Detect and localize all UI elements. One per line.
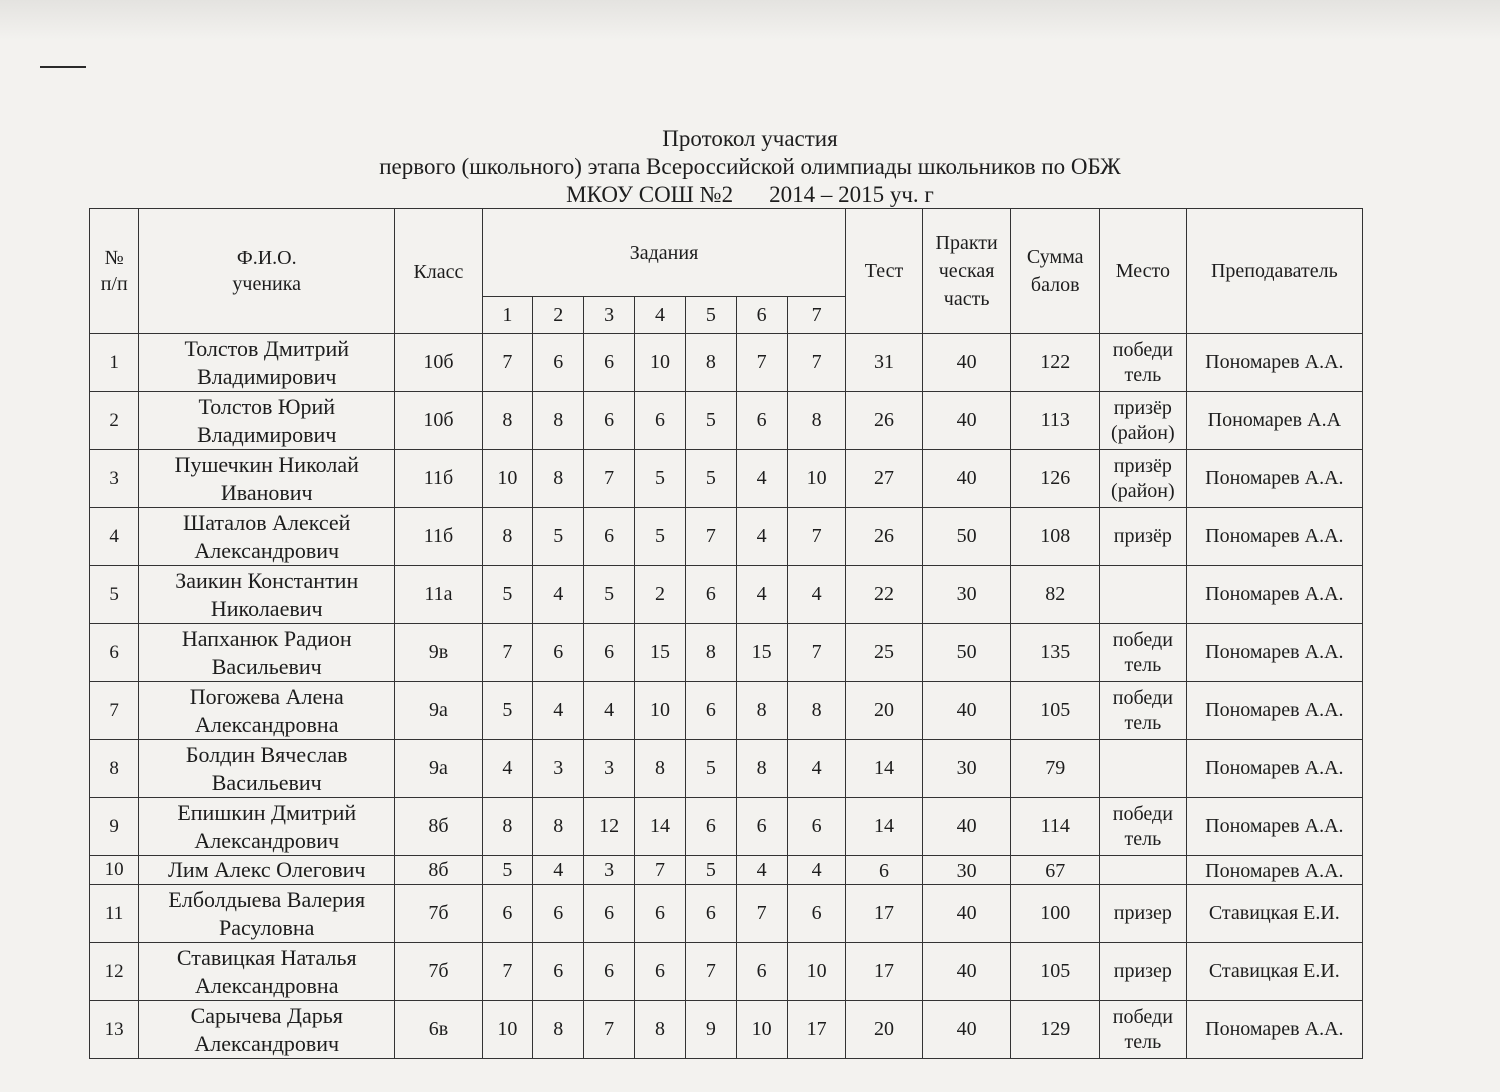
- student-name: [139, 798, 395, 856]
- task-score: 17: [787, 1001, 845, 1059]
- total-score: 105: [1011, 943, 1100, 1001]
- table-row: [90, 1001, 1363, 1059]
- teacher: Пономарев А.А.: [1186, 566, 1362, 624]
- test-score: 26: [846, 392, 923, 450]
- task-score: 8: [787, 682, 845, 740]
- student-name-line2: Владимирович: [197, 363, 337, 389]
- table-row: [90, 682, 1363, 740]
- teacher: Ставицкая Е.И.: [1186, 885, 1362, 943]
- total-score: 126: [1011, 450, 1100, 508]
- student-name-line2: Николаевич: [210, 595, 323, 621]
- task-score: 6: [584, 624, 634, 682]
- place-line1: призёр: [1113, 454, 1172, 477]
- student-class: 10б: [395, 392, 483, 450]
- row-number: 6: [90, 624, 139, 682]
- student-name-line1: Елболдыева Валерия: [168, 886, 366, 912]
- row-number: 3: [90, 450, 139, 508]
- header-tasks: Задания: [482, 209, 846, 297]
- test-score: 14: [846, 798, 923, 856]
- student-class: 11б: [395, 508, 483, 566]
- student-name-line1: Пушечкин Николай: [174, 451, 359, 477]
- task-score: 15: [634, 624, 685, 682]
- task-score: 8: [787, 392, 845, 450]
- test-score: 17: [846, 885, 923, 943]
- task-number: 6: [736, 297, 787, 334]
- place-line1: призёр: [1113, 525, 1172, 547]
- task-number: 3: [584, 297, 634, 334]
- test-score: 20: [846, 1001, 923, 1059]
- task-score: 7: [787, 624, 845, 682]
- task-score: 4: [787, 566, 845, 624]
- task-score: 5: [584, 566, 634, 624]
- place: [1100, 334, 1187, 392]
- practical-score: 40: [922, 1001, 1011, 1059]
- task-score: 3: [533, 740, 584, 798]
- student-class: 9а: [395, 740, 483, 798]
- task-score: 10: [787, 943, 845, 1001]
- task-score: 7: [634, 856, 685, 885]
- place-line2: тель: [1124, 1030, 1162, 1053]
- place-line2: тель: [1124, 827, 1162, 850]
- place-line1: победи: [1112, 802, 1173, 825]
- row-number: 12: [90, 943, 139, 1001]
- total-score: 100: [1011, 885, 1100, 943]
- student-name-line2: Александровна: [195, 972, 339, 998]
- task-score: 8: [736, 740, 787, 798]
- practical-score: 40: [922, 798, 1011, 856]
- student-name-line1: Заикин Константин: [175, 567, 359, 593]
- total-score: 122: [1011, 334, 1100, 392]
- student-class: 11б: [395, 450, 483, 508]
- table-row: [90, 334, 1363, 392]
- student-name: [139, 392, 395, 450]
- place: [1100, 943, 1187, 1001]
- student-class: 10б: [395, 334, 483, 392]
- task-score: 4: [787, 740, 845, 798]
- task-score: 3: [584, 740, 634, 798]
- table-row: [90, 566, 1363, 624]
- header-num: № п/п: [90, 209, 139, 334]
- test-score: 17: [846, 943, 923, 1001]
- table-row: [90, 450, 1363, 508]
- header-class: Класс: [395, 209, 483, 334]
- place-line1: победи: [1112, 338, 1173, 361]
- test-score: 20: [846, 682, 923, 740]
- place-line1: победи: [1112, 628, 1173, 651]
- student-name-line1: Погожева Алена: [189, 683, 344, 709]
- student-name: [139, 856, 395, 885]
- task-score: 7: [584, 1001, 634, 1059]
- row-number: 7: [90, 682, 139, 740]
- practical-score: 30: [922, 566, 1011, 624]
- row-number: 5: [90, 566, 139, 624]
- task-score: 8: [686, 334, 736, 392]
- school-year: 2014 – 2015 уч. г: [769, 182, 934, 207]
- student-name: [139, 450, 395, 508]
- task-score: 4: [584, 682, 634, 740]
- student-name-line2: Александрович: [194, 537, 340, 563]
- teacher: Пономарев А.А.: [1186, 1001, 1362, 1059]
- header-practical: Практи ческая часть: [922, 209, 1011, 334]
- practical-score: 40: [922, 392, 1011, 450]
- task-score: 6: [686, 566, 736, 624]
- task-score: 5: [533, 508, 584, 566]
- student-class: 7б: [395, 943, 483, 1001]
- pen-mark: [40, 66, 86, 68]
- task-score: 5: [686, 392, 736, 450]
- test-score: 22: [846, 566, 923, 624]
- row-number: 4: [90, 508, 139, 566]
- practical-score: 50: [922, 508, 1011, 566]
- teacher: Пономарев А.А.: [1186, 334, 1362, 392]
- task-score: 6: [584, 508, 634, 566]
- test-score: 6: [846, 856, 923, 885]
- place-line2: (район): [1111, 479, 1175, 502]
- place-line2: (район): [1111, 421, 1175, 444]
- task-score: 4: [736, 566, 787, 624]
- test-score: 26: [846, 508, 923, 566]
- task-score: 6: [686, 682, 736, 740]
- table-row: [90, 798, 1363, 856]
- practical-score: 40: [922, 682, 1011, 740]
- task-score: 6: [584, 334, 634, 392]
- student-name-line1: Лим Алекс Олегович: [168, 857, 366, 882]
- task-score: 8: [533, 450, 584, 508]
- scan-shadow: [0, 0, 1500, 40]
- task-score: 7: [686, 508, 736, 566]
- task-score: 8: [634, 1001, 685, 1059]
- row-number: 13: [90, 1001, 139, 1059]
- task-score: 3: [584, 856, 634, 885]
- place: [1100, 1001, 1187, 1059]
- place-line2: тель: [1124, 363, 1162, 386]
- task-score: 7: [584, 450, 634, 508]
- task-score: 5: [634, 508, 685, 566]
- task-score: 8: [482, 508, 532, 566]
- task-score: 6: [634, 943, 685, 1001]
- student-class: 8б: [395, 856, 483, 885]
- task-score: 6: [584, 392, 634, 450]
- place: [1100, 885, 1187, 943]
- student-name-line1: Шаталов Алексей: [183, 509, 351, 535]
- student-name: [139, 508, 395, 566]
- total-score: 67: [1011, 856, 1100, 885]
- task-score: 10: [634, 334, 685, 392]
- teacher: Пономарев А.А.: [1186, 856, 1362, 885]
- practical-score: 40: [922, 885, 1011, 943]
- task-number: 4: [634, 297, 685, 334]
- student-name-line2: Владимирович: [197, 421, 337, 447]
- place-line2: тель: [1124, 711, 1162, 734]
- task-score: 4: [482, 740, 532, 798]
- test-score: 31: [846, 334, 923, 392]
- task-score: 6: [736, 392, 787, 450]
- task-score: 8: [482, 798, 532, 856]
- header-place: Место: [1100, 209, 1187, 334]
- student-class: 6в: [395, 1001, 483, 1059]
- student-name-line1: Епишкин Дмитрий: [177, 799, 357, 825]
- place: [1100, 392, 1187, 450]
- task-score: 4: [736, 450, 787, 508]
- task-score: 10: [482, 1001, 532, 1059]
- place: [1100, 856, 1187, 885]
- task-score: 5: [686, 856, 736, 885]
- student-name-line2: Александровна: [195, 711, 339, 737]
- table-row: [90, 740, 1363, 798]
- student-name: [139, 740, 395, 798]
- task-score: 5: [482, 856, 532, 885]
- student-name-line2: Расуловна: [219, 914, 315, 940]
- task-score: 4: [736, 856, 787, 885]
- task-score: 7: [482, 334, 532, 392]
- row-number: 10: [90, 856, 139, 885]
- total-score: 113: [1011, 392, 1100, 450]
- student-name-line2: Васильевич: [211, 653, 322, 679]
- task-number: 5: [686, 297, 736, 334]
- task-number: 7: [787, 297, 845, 334]
- total-score: 82: [1011, 566, 1100, 624]
- place: [1100, 450, 1187, 508]
- task-score: 6: [533, 943, 584, 1001]
- place: [1100, 508, 1187, 566]
- task-score: 8: [533, 1001, 584, 1059]
- student-name: [139, 566, 395, 624]
- task-score: 5: [686, 450, 736, 508]
- student-name: [139, 885, 395, 943]
- task-score: 6: [686, 798, 736, 856]
- student-name-line1: Болдин Вячеслав: [185, 741, 348, 767]
- task-score: 14: [634, 798, 685, 856]
- total-score: 105: [1011, 682, 1100, 740]
- task-score: 7: [736, 885, 787, 943]
- task-score: 10: [482, 450, 532, 508]
- results-body: [90, 334, 1363, 1059]
- teacher: Пономарев А.А.: [1186, 450, 1362, 508]
- total-score: 79: [1011, 740, 1100, 798]
- place-line1: призёр: [1113, 396, 1172, 419]
- practical-score: 30: [922, 740, 1011, 798]
- total-score: 108: [1011, 508, 1100, 566]
- task-score: 8: [736, 682, 787, 740]
- test-score: 25: [846, 624, 923, 682]
- task-score: 9: [686, 1001, 736, 1059]
- task-score: 6: [482, 885, 532, 943]
- total-score: 135: [1011, 624, 1100, 682]
- student-name-line1: Напханюк Радион: [181, 625, 352, 651]
- task-score: 10: [736, 1001, 787, 1059]
- header-fio: Ф.И.О. ученика: [139, 209, 395, 334]
- task-score: 6: [584, 943, 634, 1001]
- table-row: [90, 624, 1363, 682]
- place: [1100, 740, 1187, 798]
- place: [1100, 624, 1187, 682]
- teacher: Пономарев А.А.: [1186, 682, 1362, 740]
- row-number: 1: [90, 334, 139, 392]
- teacher: Пономарев А.А.: [1186, 508, 1362, 566]
- task-score: 5: [482, 566, 532, 624]
- task-score: 5: [482, 682, 532, 740]
- student-class: 9а: [395, 682, 483, 740]
- task-score: 6: [634, 885, 685, 943]
- student-name: [139, 1001, 395, 1059]
- task-score: 4: [533, 566, 584, 624]
- header-test: Тест: [846, 209, 923, 334]
- test-score: 27: [846, 450, 923, 508]
- task-score: 6: [533, 334, 584, 392]
- school-name: МКОУ СОШ №2: [566, 182, 734, 207]
- task-score: 7: [482, 943, 532, 1001]
- task-score: 7: [787, 508, 845, 566]
- task-score: 7: [482, 624, 532, 682]
- teacher: Пономарев А.А.: [1186, 624, 1362, 682]
- student-class: 7б: [395, 885, 483, 943]
- task-score: 8: [634, 740, 685, 798]
- row-number: 8: [90, 740, 139, 798]
- student-name-line1: Сарычева Дарья: [190, 1002, 343, 1028]
- header-teacher: Преподаватель: [1186, 209, 1362, 334]
- table-row: [90, 508, 1363, 566]
- task-score: 12: [584, 798, 634, 856]
- task-score: 6: [736, 943, 787, 1001]
- teacher: Ставицкая Е.И.: [1186, 943, 1362, 1001]
- task-score: 6: [533, 885, 584, 943]
- student-name: [139, 682, 395, 740]
- row-number: 9: [90, 798, 139, 856]
- task-score: 6: [634, 392, 685, 450]
- task-score: 6: [787, 798, 845, 856]
- task-score: 10: [634, 682, 685, 740]
- practical-score: 30: [922, 856, 1011, 885]
- task-score: 4: [533, 856, 584, 885]
- place: [1100, 798, 1187, 856]
- student-name: [139, 334, 395, 392]
- place: [1100, 566, 1187, 624]
- table-row: [90, 885, 1363, 943]
- practical-score: 40: [922, 450, 1011, 508]
- row-number: 2: [90, 392, 139, 450]
- task-score: 8: [482, 392, 532, 450]
- task-score: 5: [634, 450, 685, 508]
- task-score: 15: [736, 624, 787, 682]
- task-score: 6: [533, 624, 584, 682]
- place-line2: тель: [1124, 653, 1162, 676]
- task-score: 6: [787, 885, 845, 943]
- student-name-line1: Толстов Юрий: [198, 393, 336, 419]
- student-class: 11а: [395, 566, 483, 624]
- task-score: 5: [686, 740, 736, 798]
- doc-title: Протокол участия: [662, 126, 838, 151]
- total-score: 129: [1011, 1001, 1100, 1059]
- task-score: 4: [533, 682, 584, 740]
- practical-score: 40: [922, 943, 1011, 1001]
- place-line1: победи: [1112, 686, 1173, 709]
- table-row: [90, 856, 1363, 885]
- place: [1100, 682, 1187, 740]
- place-line1: призер: [1113, 902, 1172, 924]
- place-line1: призер: [1113, 960, 1172, 982]
- task-score: 6: [736, 798, 787, 856]
- task-number: 2: [533, 297, 584, 334]
- task-score: 4: [736, 508, 787, 566]
- student-name: [139, 943, 395, 1001]
- task-score: 8: [533, 798, 584, 856]
- task-score: 6: [686, 885, 736, 943]
- total-score: 114: [1011, 798, 1100, 856]
- task-score: 4: [787, 856, 845, 885]
- teacher: Пономарев А.А: [1186, 392, 1362, 450]
- practical-score: 50: [922, 624, 1011, 682]
- teacher: Пономарев А.А.: [1186, 740, 1362, 798]
- student-name-line2: Александрович: [194, 827, 340, 853]
- task-score: 8: [533, 392, 584, 450]
- doc-subtitle: первого (школьного) этапа Всероссийской олимпиады школьников по ОБЖ: [379, 154, 1121, 179]
- table-row: [90, 392, 1363, 450]
- results-table: [89, 208, 1363, 1059]
- task-score: 6: [584, 885, 634, 943]
- task-score: 7: [787, 334, 845, 392]
- task-score: 8: [686, 624, 736, 682]
- test-score: 14: [846, 740, 923, 798]
- student-class: 8б: [395, 798, 483, 856]
- table-row: [90, 943, 1363, 1001]
- header-sum: Сумма балов: [1011, 209, 1100, 334]
- practical-score: 40: [922, 334, 1011, 392]
- task-score: 2: [634, 566, 685, 624]
- header-row: [90, 209, 1363, 297]
- student-name-line1: Толстов Дмитрий: [184, 335, 350, 361]
- task-number: 1: [482, 297, 532, 334]
- task-score: 10: [787, 450, 845, 508]
- student-name-line1: Ставицкая Наталья: [176, 944, 357, 970]
- doc-school-year: [300, 182, 1200, 208]
- row-number: 11: [90, 885, 139, 943]
- task-score: 7: [736, 334, 787, 392]
- student-name: [139, 624, 395, 682]
- student-name-line2: Александрович: [194, 1030, 340, 1056]
- student-class: 9в: [395, 624, 483, 682]
- student-name-line2: Иванович: [220, 479, 313, 505]
- place-line1: победи: [1112, 1005, 1173, 1028]
- student-name-line2: Васильевич: [211, 769, 322, 795]
- teacher: Пономарев А.А.: [1186, 798, 1362, 856]
- task-score: 7: [686, 943, 736, 1001]
